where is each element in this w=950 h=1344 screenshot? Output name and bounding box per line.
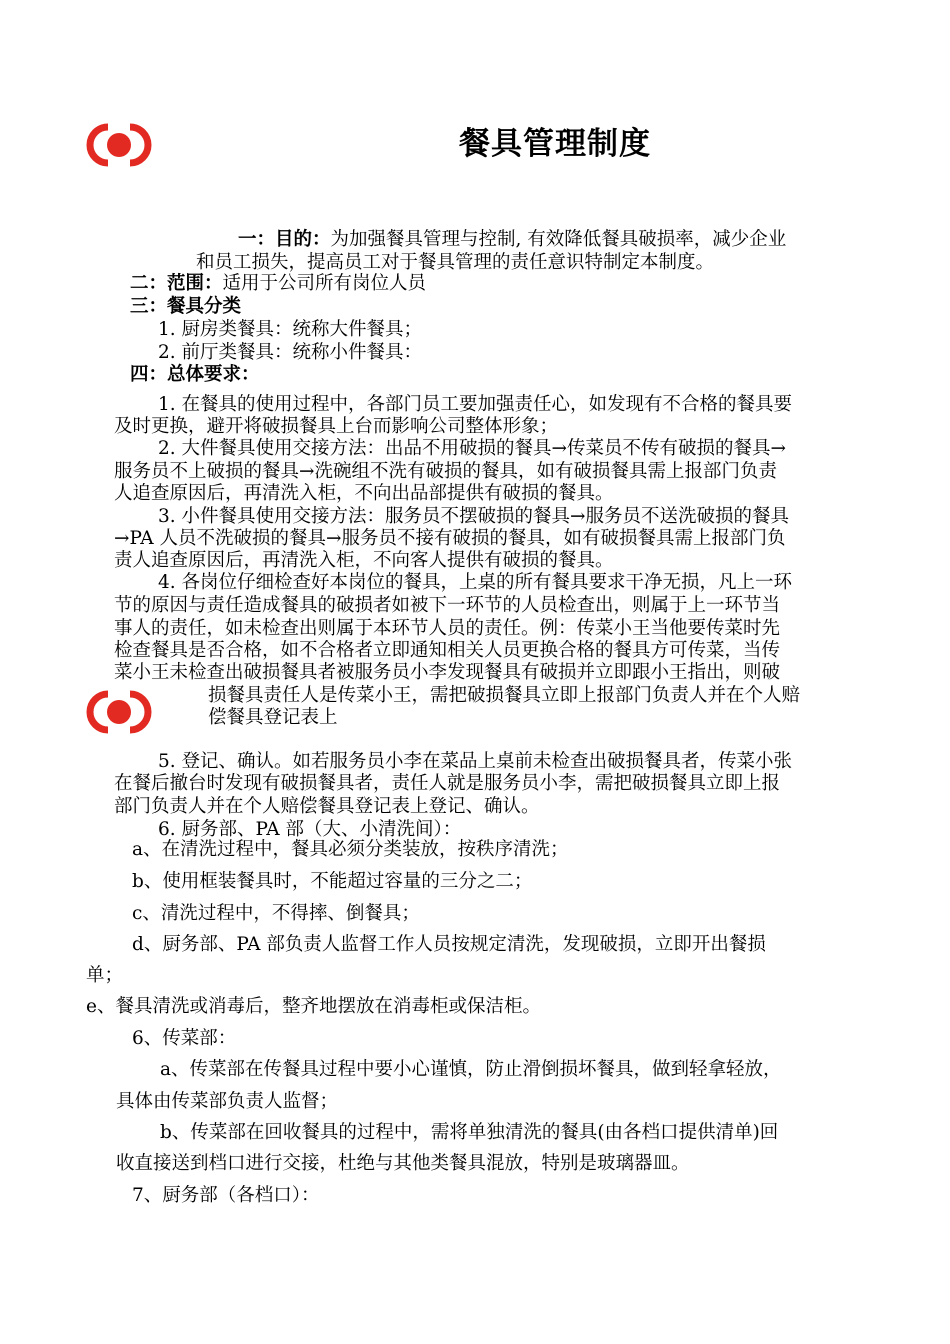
- text-line: 人追查原因后，再清洗入柜，不向出品部提供有破损的餐具。: [114, 483, 614, 504]
- page-title: 餐具管理制度: [459, 126, 651, 162]
- list-item: d、厨务部、PA 部负责人监督工作人员按规定清洗，发现破损，立即开出餐损: [132, 934, 766, 955]
- text-line: 6. 厨务部、PA 部（大、小清洗间）：: [158, 819, 462, 840]
- text-line: 2. 大件餐具使用交接方法：出品不用破损的餐具→传菜员不传有破损的餐具→: [158, 438, 787, 459]
- list-item: 2. 前厅类餐具：统称小件餐具：: [158, 342, 423, 363]
- text-line: 菜小王未检查出破损餐具者被服务员小李发现餐具有破损并立即跟小王指出，则破: [114, 662, 781, 683]
- list-item: 1. 厨房类餐具：统称大件餐具；: [158, 319, 423, 340]
- text-line: 检查餐具是否合格，如不合格者立即通知相关人员更换合格的餐具方可传菜，当传: [114, 640, 781, 661]
- section-text: 适用于公司所有岗位人员: [222, 273, 427, 294]
- text-line: 7、厨务部（各档口）：: [132, 1185, 320, 1206]
- list-item: b、传菜部在回收餐具的过程中，需将单独清洗的餐具(由各档口提供清单)回: [160, 1122, 779, 1143]
- text-line: 节的原因与责任造成餐具的破损者如被下一环节的人员检查出，则属于上一环节当: [114, 595, 781, 616]
- company-logo-icon: [84, 123, 154, 167]
- text-line: 事人的责任，如未检查出则属于本环节人员的责任。例：传菜小王当他要传菜时先: [114, 618, 781, 639]
- section-label: 二：范围：: [130, 273, 223, 294]
- section-purpose: [238, 228, 786, 252]
- text-line: 和员工损失，提高员工对于餐具管理的责任意识特制定本制度。: [196, 252, 715, 273]
- text-line: 责人追查原因后，再清洗入柜，不向客人提供有破损的餐具。: [114, 550, 614, 571]
- section-label: 三：餐具分类: [130, 296, 242, 317]
- list-item: e、餐具清洗或消毒后，整齐地摆放在消毒柜或保洁柜。: [86, 996, 541, 1017]
- text-line: 5. 登记、确认。如若服务员小李在菜品上桌前未检查出破损餐具者，传菜小张: [158, 751, 793, 772]
- text-line: 在餐后撤台时发现有破损餐具者，责任人就是服务员小李，需把破损餐具立即上报: [114, 773, 781, 794]
- text-line: 3. 小件餐具使用交接方法：服务员不摆破损的餐具→服务员不送洗破损的餐具: [158, 506, 790, 527]
- text-line: 单；: [86, 965, 124, 986]
- text-line: 收直接送到档口进行交接，杜绝与其他类餐具混放，特别是玻璃器皿。: [116, 1153, 690, 1174]
- list-item: a、在清洗过程中，餐具必须分类装放，按秩序清洗；: [132, 839, 569, 860]
- text-line: 1. 在餐具的使用过程中，各部门员工要加强责任心，如发现有不合格的餐具要: [158, 394, 793, 415]
- text-line: 具体由传菜部负责人监督；: [116, 1091, 339, 1112]
- section-text: 为加强餐具管理与控制, 有效降低餐具破损率，减少企业: [330, 229, 787, 250]
- text-line: 及时更换，避开将破损餐具上台而影响公司整体形象；: [114, 416, 559, 437]
- text-line: 4. 各岗位仔细检查好本岗位的餐具，上桌的所有餐具要求干净无损，凡上一环: [158, 572, 793, 593]
- text-line: →PA 人员不洗破损的餐具→服务员不接有破损的餐具，如有破损餐具需上报部门负: [114, 528, 786, 549]
- text-line: 6、传菜部：: [132, 1028, 237, 1049]
- text-line: 损餐具责任人是传菜小王，需把破损餐具立即上报部门负责人并在个人赔: [208, 685, 801, 706]
- company-logo-icon: [84, 690, 154, 734]
- list-item: a、传菜部在传餐具过程中要小心谨慎，防止滑倒损坏餐具，做到轻拿轻放，: [160, 1059, 782, 1080]
- list-item: c、清洗过程中，不得摔、倒餐具；: [132, 903, 420, 924]
- text-line: 服务员不上破损的餐具→洗碗组不洗有破损的餐具，如有破损餐具需上报部门负责: [114, 461, 778, 482]
- section-label: 一：目的：: [238, 229, 331, 250]
- section-label: 四：总体要求：: [130, 364, 260, 385]
- list-item: b、使用框装餐具时，不能超过容量的三分之二；: [132, 871, 533, 892]
- section-scope: [130, 272, 426, 296]
- text-line: 偿餐具登记表上: [208, 707, 338, 728]
- text-line: 部门负责人并在个人赔偿餐具登记表上登记、确认。: [114, 796, 540, 817]
